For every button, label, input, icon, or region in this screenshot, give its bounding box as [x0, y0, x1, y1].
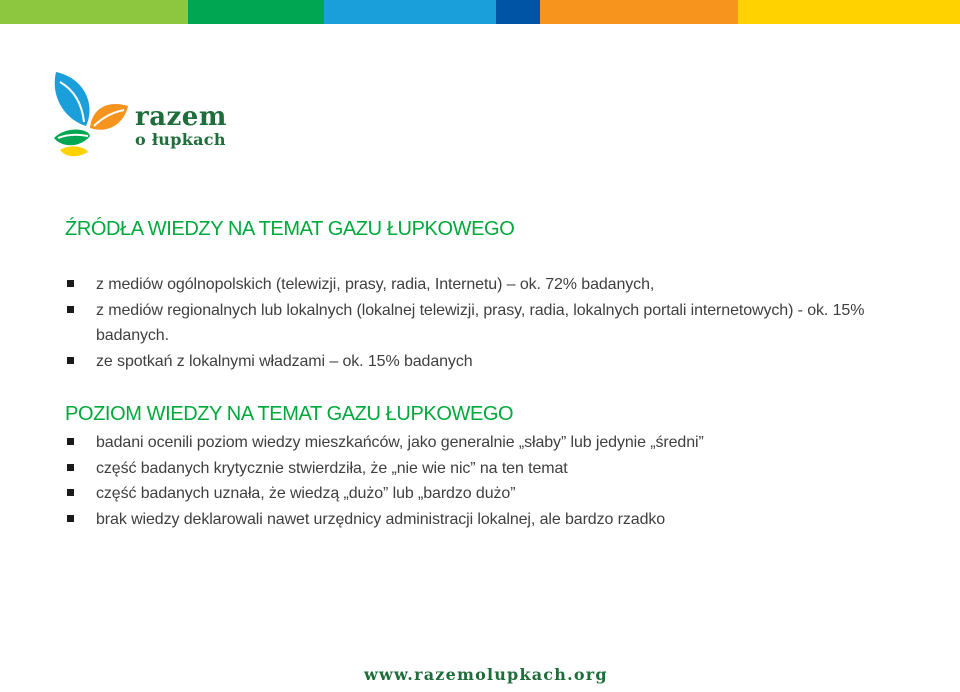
leaves-icon: [46, 68, 136, 160]
list-item: [65, 430, 925, 456]
bar-segment: [188, 0, 324, 24]
top-color-bar: [0, 0, 960, 24]
list-item: [65, 298, 925, 349]
section-heading-sources: ŹRÓDŁA WIEDZY NA TEMAT GAZU ŁUPKOWEGO: [65, 218, 515, 240]
bar-segment: [540, 0, 738, 24]
bullet-icon: [67, 280, 74, 287]
list-item-text: badani ocenili poziom wiedzy mieszkańców, jako generalnie „słaby” lub jedynie „średni”: [96, 434, 704, 451]
list-item: [65, 456, 925, 482]
list-item-text: część badanych krytycznie stwierdziła, że „nie wie nic” na ten temat: [96, 459, 568, 477]
bullet-icon: [67, 464, 74, 471]
section-heading-knowledge: POZIOM WIEDZY NA TEMAT GAZU ŁUPKOWEGO: [65, 403, 514, 425]
list-item-text: brak wiedzy deklarowali nawet urzędnicy administracji lokalnej, ale bardzo rzadko: [96, 510, 666, 528]
footer-url[interactable]: www.razemolupkach.org: [364, 665, 608, 684]
list-item: [65, 507, 925, 533]
bullet-icon: [67, 515, 74, 522]
list-item: [65, 349, 925, 375]
bar-segment: [738, 0, 960, 24]
list-item: [65, 481, 925, 507]
bullet-icon: [67, 357, 74, 364]
logo: [46, 68, 246, 160]
logo-text: [135, 104, 227, 148]
knowledge-list: [65, 430, 925, 532]
bullet-icon: [67, 306, 74, 313]
list-item-text: z mediów regionalnych lub lokalnych (lokalnej telewizji, prasy, radia, lokalnych portali internetowych) - ok. 15% badanych.: [96, 301, 865, 344]
list-item-text: z mediów ogólnopolskich (telewizji, prasy, radia, Internetu) – ok. 72% badanych,: [96, 276, 655, 293]
bar-segment: [324, 0, 496, 24]
sources-list: [65, 272, 925, 374]
logo-line-2: o łupkach: [135, 130, 226, 149]
logo-line-1: razem: [135, 102, 227, 132]
bullet-icon: [67, 489, 74, 496]
bar-segment: [0, 0, 188, 24]
list-item-text: ze spotkań z lokalnymi władzami – ok. 15% badanych: [96, 352, 473, 370]
bar-segment: [496, 0, 540, 24]
bullet-icon: [67, 438, 74, 445]
list-item: [65, 272, 925, 298]
list-item-text: część badanych uznała, że wiedzą „dużo” lub „bardzo dużo”: [96, 485, 516, 502]
